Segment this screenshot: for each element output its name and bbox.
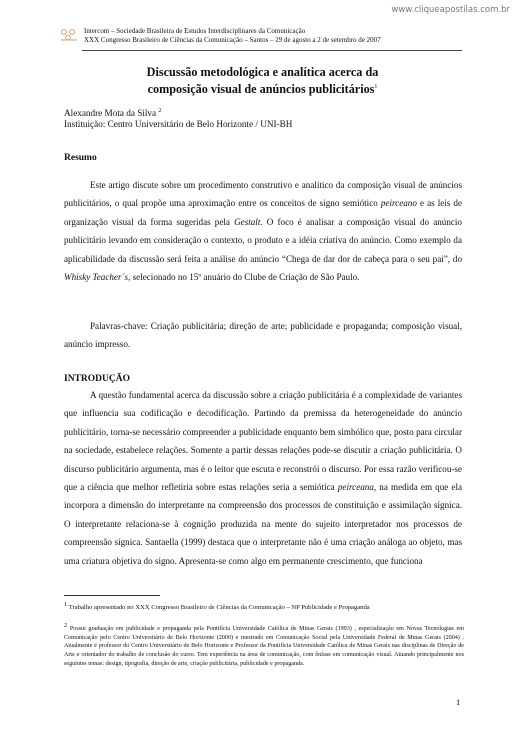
abstract-text-1: Este artigo discute sobre um procedimento construtivo e analítico da composição visual de anúncios publicitários, o qual propõe uma aproximação entre os conceitos de signo semiótico: [64, 180, 462, 209]
intercom-logo-icon: [60, 28, 78, 42]
author-name-line: [64, 106, 292, 119]
abstract-italic-gestalt: Gestalt: [234, 216, 261, 227]
title-line-2-text: composição visual de anúncios publicitários: [147, 81, 375, 96]
title-line-2: [60, 80, 465, 97]
introduction-heading: INTRODUÇÃO: [64, 374, 130, 384]
header-line-1: Intercom – Sociedade Brasileira de Estudos Interdisciplinares da Comunicação: [84, 27, 306, 35]
abstract-text-3: . O foco é analisar a composição visual do anúncio publicitário levando em consideração o contexto, o produto e a idéia criativa do anúncio. Como exemplo da aplicabilidade da discussão será feita a análise do anúncio “Chega de dar dor de cabeça para o seu pai”, do: [64, 216, 462, 264]
footnote-2-text: Possui graduação em publicidade e propaganda pela Pontifícia Universidade Católica de Minas Gerais (1993) , especialização em Novas Tecnologias em Comunicação pelo Centro Universitário de Belo Horizonte (2000) e mestrado em Comunicação Social pela Universidade Federal de Minas Gerais (2004) . Atualmente é professor do Centro Universitário de Belo Horizonte e Professor da Pontifícia Universidade Católica de Minas Gerais nas disciplinas de Direção de Arte e orientador do trabalho de conclusão do curso. Tem experiência na área de comunicação, com ênfase em comunicação visual. Atuando principalmente nos seguintes temas: design, tipografia, direção de arte, criação publicitária, publicidade e propaganda.: [64, 626, 464, 667]
keywords-paragraph: Palavras-chave: Criação publicitária; direção de arte; publicidade e propaganda; composição visual, anúncio impresso.: [64, 321, 462, 350]
author-block: [64, 106, 292, 130]
abstract-italic-whisky: Whisky Teacher´s: [64, 272, 129, 283]
title-footnote-mark: 1: [374, 83, 378, 90]
footnote-2: [64, 622, 464, 669]
footnote-1-mark: 1: [64, 601, 68, 608]
page-number: 1: [456, 697, 461, 707]
intro-italic-peirceana: peirceana,: [337, 482, 377, 493]
footnote-divider: [64, 595, 160, 596]
intro-text-1: A questão fundamental acerca da discussão sobre a criação publicitária é a complexidade de variantes que influencia sua codificação e decodificação. Partindo da premissa da heterogeneidade do anúncio publicitário, torna-se necessário compreender a publicidade enquanto bem simbólico que, posto para circular na sociedade, estabelece relações. Somente a partir dessas relações pode-se discutir a criação publicitária. O discurso publicitário argumenta, mas é o leitor que escuta e reconstrói o discurso. Por essa razão verificou-se que a ciência que melhor refletiria sobre estas relações seria a semiótica: [64, 390, 462, 493]
abstract-italic-peirceano: peirceano: [380, 198, 417, 209]
abstract-heading: Resumo: [64, 153, 97, 163]
intro-text-2: na medida em que ela incorpora a dimensão do interpretante na compreensão dos processos de constituição e assimilação sígnica. O interpretante relaciona-se à cognição produzida na mente do sujeito interpretador nos processos de compreensão sígnica. Santaella (1999) destaca que o interpretante não é uma criação análoga ao objeto, mas uma criatura objetiva do signo. Apresenta-se como algo em permanente crescimento, que funciona: [64, 482, 463, 566]
header-divider: [82, 50, 462, 51]
paper-title: [60, 65, 465, 96]
footnote-2-mark: 2: [64, 622, 68, 629]
author-name: Alexandre Mota da Silva: [64, 108, 159, 119]
header-text: [84, 27, 381, 44]
author-institution: Instituição: Centro Universitário de Belo Horizonte / UNI-BH: [64, 119, 293, 130]
footnote-1: [64, 600, 464, 612]
title-line-1: Discussão metodológica e analítica acerca da: [146, 65, 379, 79]
abstract-text-4: , selecionado no 15º anuário do Clube de Criação de São Paulo.: [128, 272, 360, 283]
footnote-1-text: Trabalho apresentado no XXX Congresso Brasileiro de Ciências da Comunicação – NP Publicidade e Propaganda: [67, 604, 370, 612]
author-footnote-mark: 2: [158, 108, 162, 114]
introduction-paragraph: [64, 386, 462, 570]
header-line-2: XXX Congresso Brasileiro de Ciências da Comunicação – Santos – 29 de agosto a 2 de setembro de 2007: [84, 35, 381, 44]
abstract-text-2: e as leis de organização visual da forma sugeridas pela: [64, 198, 462, 227]
watermark: www.cliqueapostilas.com.br: [391, 5, 510, 15]
abstract-paragraph: [64, 176, 462, 286]
